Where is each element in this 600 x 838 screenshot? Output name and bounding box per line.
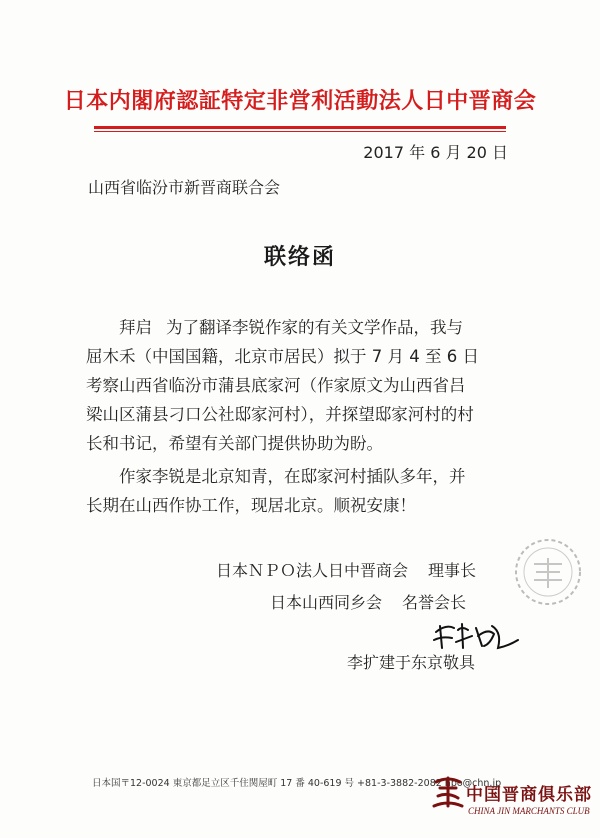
signatory-2 (270, 590, 466, 613)
jin-merchants-logo-icon (428, 772, 468, 812)
signatory-1-role: 理事长 (428, 561, 477, 580)
letter-title: 联络函 (263, 245, 336, 270)
paragraph-line (86, 313, 518, 342)
signatory-2-role: 名誉会长 (402, 593, 467, 612)
paragraph-line: 屈木禾（中国国籍，北京市居民）拟于 7 月 4 至 6 日 (86, 347, 479, 366)
watermark-name-en: CHINA JIN MARCHANTS CLUB (468, 806, 590, 816)
watermark-name-cn: 中国晋商俱乐部 (466, 785, 592, 805)
signatory-1 (216, 558, 476, 581)
header-rule-thin (94, 131, 506, 132)
closing-signature-text: 李扩建于东京敬具 (347, 653, 476, 672)
paragraph-line: 长期在山西作协工作，现居北京。顺祝安康！ (86, 496, 416, 515)
paragraph-2 (86, 462, 518, 520)
paragraph-line: 考察山西省临汾市蒲县底家河（作家原文为山西省吕 (86, 376, 466, 395)
paragraph-1 (86, 313, 518, 458)
letter-date: 2017 年 6 月 20 日 (363, 143, 508, 162)
signatory-1-org: 日本ＮＰＯ法人日中晋商会 (216, 561, 409, 580)
header-rule-thick (94, 126, 506, 129)
organization-header: 日本内閣府認証特定非営利活動法人日中晋商会 (63, 89, 537, 114)
paragraph-line: 长和书记，希望有关部门提供协助为盼。 (86, 434, 383, 453)
paragraph-line: 作家李锐是北京知青，在邸家河村插队多年，并 (119, 467, 466, 486)
official-seal-stamp (512, 536, 584, 608)
recipient: 山西省临汾市新晋商联合会 (88, 178, 281, 197)
line-text: 为了翻译李锐作家的有关文学作品，我与 (166, 318, 463, 337)
signatory-2-org: 日本山西同乡会 (270, 593, 383, 612)
salutation: 拜启 (119, 318, 152, 337)
footer-address: 日本国〒12-0024 東京都足立区千住関屋町 17 番 40-619 号 +81-3-3882-2082 npo@chn.jp (92, 778, 502, 789)
paragraph-line: 梁山区蒲县刁口公社邸家河村），并探望邸家河村的村 (86, 405, 474, 424)
handwritten-signature (432, 618, 522, 652)
